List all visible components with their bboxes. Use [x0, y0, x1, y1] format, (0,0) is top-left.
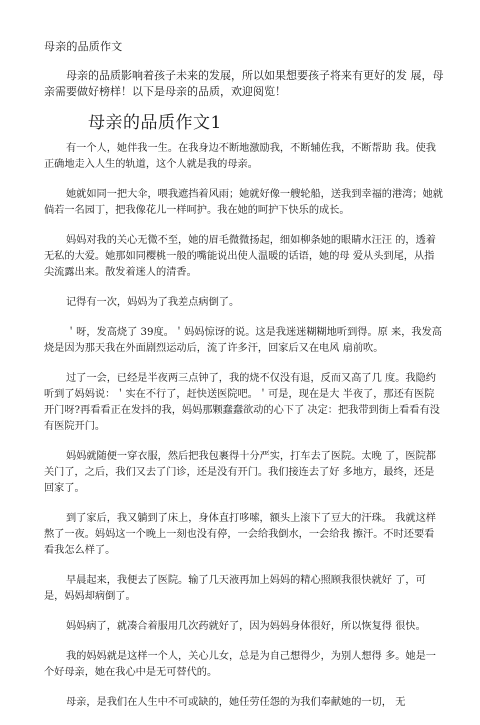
body-paragraph: 妈妈就随便一穿衣服，然后把我包裹得十分严实，打车去了医院。太晚 了，医院都关门了，之后，我们又去了门诊，还是没有开门。我们接连去了好 多地方，最终，还是回家了。	[44, 451, 436, 494]
body-paragraph: 妈妈对我的关心无微不至，她的眉毛微微扬起，细如柳条她的眼睛水汪汪 的，透着无私的大爱。她那如同樱桃一般的嘴能说出使人温暖的话语，她的母 爱从头到尾，从指尖流露出来。散发着迷人的清香。	[44, 235, 436, 278]
body-paragraph: ＇呀，发高烧了 39度。＇妈妈惊讶的说。这是我迷迷糊糊地听到得。原 来，我发高烧是因为那天我在外面剧烈运动后，流了许多汗，回家后又在电风 扇前吹。	[44, 327, 442, 354]
body-paragraph: 到了家后，我又躺到了床上，身体直打哆嗦，额头上滚下了豆大的汗珠。 我就这样熬了一夜。妈妈这一个晚上一刻也没有停，一会给我倒水，一会给我 擦汗。不时还要看看我怎么样了。	[44, 513, 436, 556]
body-paragraph: 我的妈妈就是这样一个人，关心儿女，总是为自己想得少，为别人想得 多。她是一个好母亲，她在我心中是无可替代的。	[44, 651, 436, 678]
intro-paragraph: 母亲的品质影响着孩子未来的发展，所以如果想要孩子将来有更好的发 展，母亲需要做好榜样！以下是母亲的品质，欢迎阅览！	[44, 69, 444, 98]
document-header: 母亲的品质作文	[44, 40, 123, 53]
body-paragraph: 有一个人，她伴我一生。在我身边不断地激励我，不断辅佐我，不断帮助 我。使我正确地走入人生的轨道，这个人就是我的母亲。	[44, 143, 436, 170]
article-body	[44, 141, 444, 725]
body-paragraph: 早晨起来，我便去了医院。输了几天液再加上妈妈的精心照顾我很快就好 了，可是，妈妈却病倒了。	[44, 575, 426, 602]
body-paragraph: 她就如同一把大伞，喂我遮挡着风雨；她就好像一艘轮船，送我到幸福的港湾；她就倘若一名园丁，把我像花儿一样呵护。我在她的呵护下快乐的成长。	[44, 189, 443, 216]
body-paragraph: 妈妈病了，就凑合着服用几次药就好了，因为妈妈身体很好，所以恢复得 很快。	[66, 621, 426, 632]
article-title: 母亲的品质作文1	[88, 113, 222, 133]
body-paragraph: 母亲，是我们在人生中不可或缺的，她任劳任怨的为我们奉献她的一切， 无	[66, 697, 406, 708]
body-paragraph: 记得有一次，妈妈为了我差点病倒了。	[66, 297, 240, 308]
body-paragraph: 过了一会，已经是半夜两三点钟了，我的烧不仅没有退，反而又高了几 度。我隐约听到了妈妈说：＇实在不行了，赶快送医院吧。＇可是，现在是大 半夜了，那还有医院开门呀?再看看正在发抖的我，妈妈那颗蠢蠢欲动的心下了 决定：把我带到街上看看有没有医院开门。	[44, 373, 440, 432]
